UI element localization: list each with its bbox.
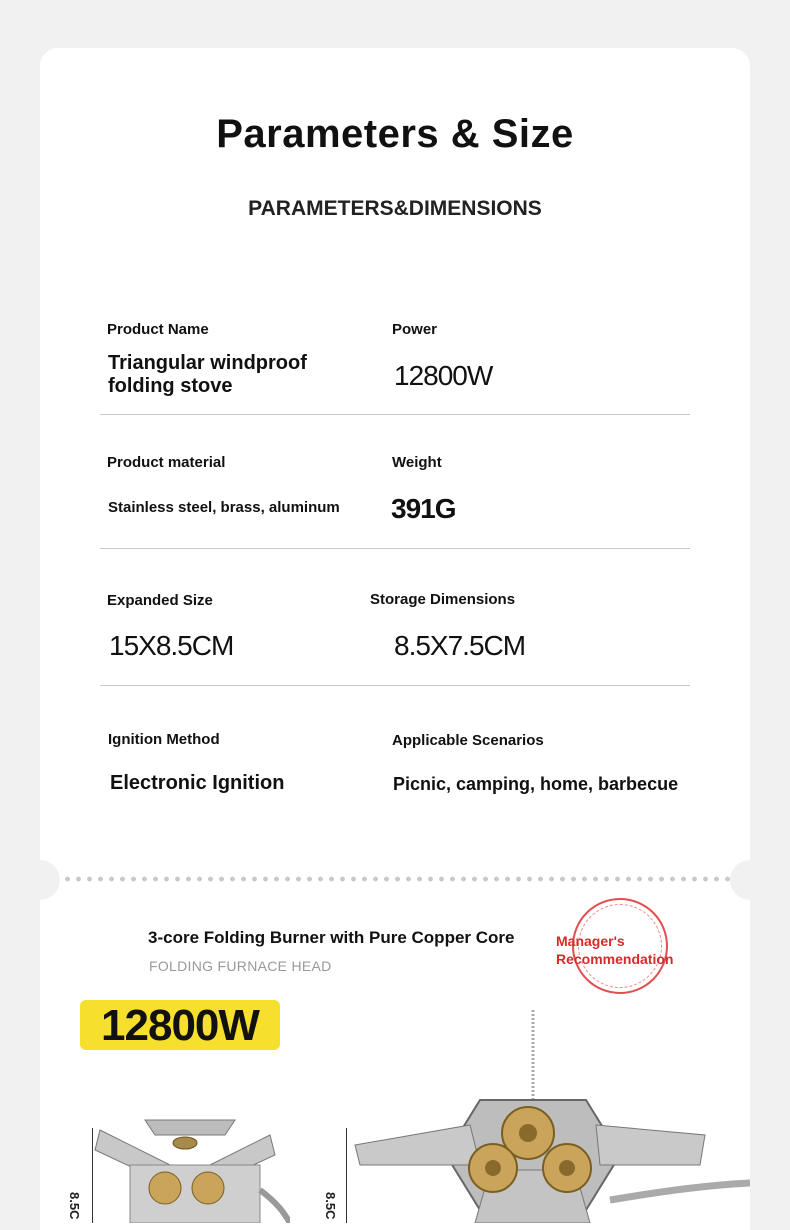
product-name-value-line1: Triangular windproof xyxy=(108,352,307,374)
material-value: Stainless steel, brass, aluminum xyxy=(108,499,340,516)
stamp-line-1: Manager's xyxy=(556,933,625,949)
row-divider xyxy=(100,414,690,415)
ticket-notch-right xyxy=(730,860,770,900)
expanded-stove-image xyxy=(350,1005,750,1223)
weight-label: Weight xyxy=(392,454,442,471)
stamp-line-2: Recommendation xyxy=(556,951,674,967)
power-badge: 12800W xyxy=(80,1000,280,1050)
folded-stove-image xyxy=(90,1110,290,1223)
storage-dimensions-value: 8.5X7.5CM xyxy=(394,630,526,661)
row-divider xyxy=(100,685,690,686)
dimension-label-right: 8.5C xyxy=(323,1192,338,1220)
power-label: Power xyxy=(392,321,438,338)
storage-dimensions-label: Storage Dimensions xyxy=(370,591,516,608)
scenarios-value: Picnic, camping, home, barbecue xyxy=(393,774,679,794)
weight-value: 391G xyxy=(391,493,456,524)
recommendation-stamp-text xyxy=(556,932,673,968)
scenarios-label: Applicable Scenarios xyxy=(392,732,544,749)
page-subtitle: PARAMETERS&DIMENSIONS xyxy=(248,197,542,220)
expanded-size-label: Expanded Size xyxy=(107,592,213,609)
product-name-value-line2: folding stove xyxy=(108,375,233,397)
feature-title: 3-core Folding Burner with Pure Copper Core xyxy=(148,928,515,947)
ticket-notch-left xyxy=(20,860,60,900)
expanded-size-value: 15X8.5CM xyxy=(109,630,234,661)
dotted-divider xyxy=(62,876,732,882)
ignition-label: Ignition Method xyxy=(108,731,220,748)
power-value: 12800W xyxy=(394,360,493,391)
product-name-label: Product Name xyxy=(107,321,209,338)
ignition-value: Electronic Ignition xyxy=(110,772,285,794)
dimension-line-right xyxy=(346,1128,347,1223)
feature-subtitle: FOLDING FURNACE HEAD xyxy=(149,958,332,974)
material-label: Product material xyxy=(107,454,226,471)
dimension-label-left: 8.5C xyxy=(67,1192,82,1220)
page-title: Parameters & Size xyxy=(216,112,574,156)
row-divider xyxy=(100,548,690,549)
